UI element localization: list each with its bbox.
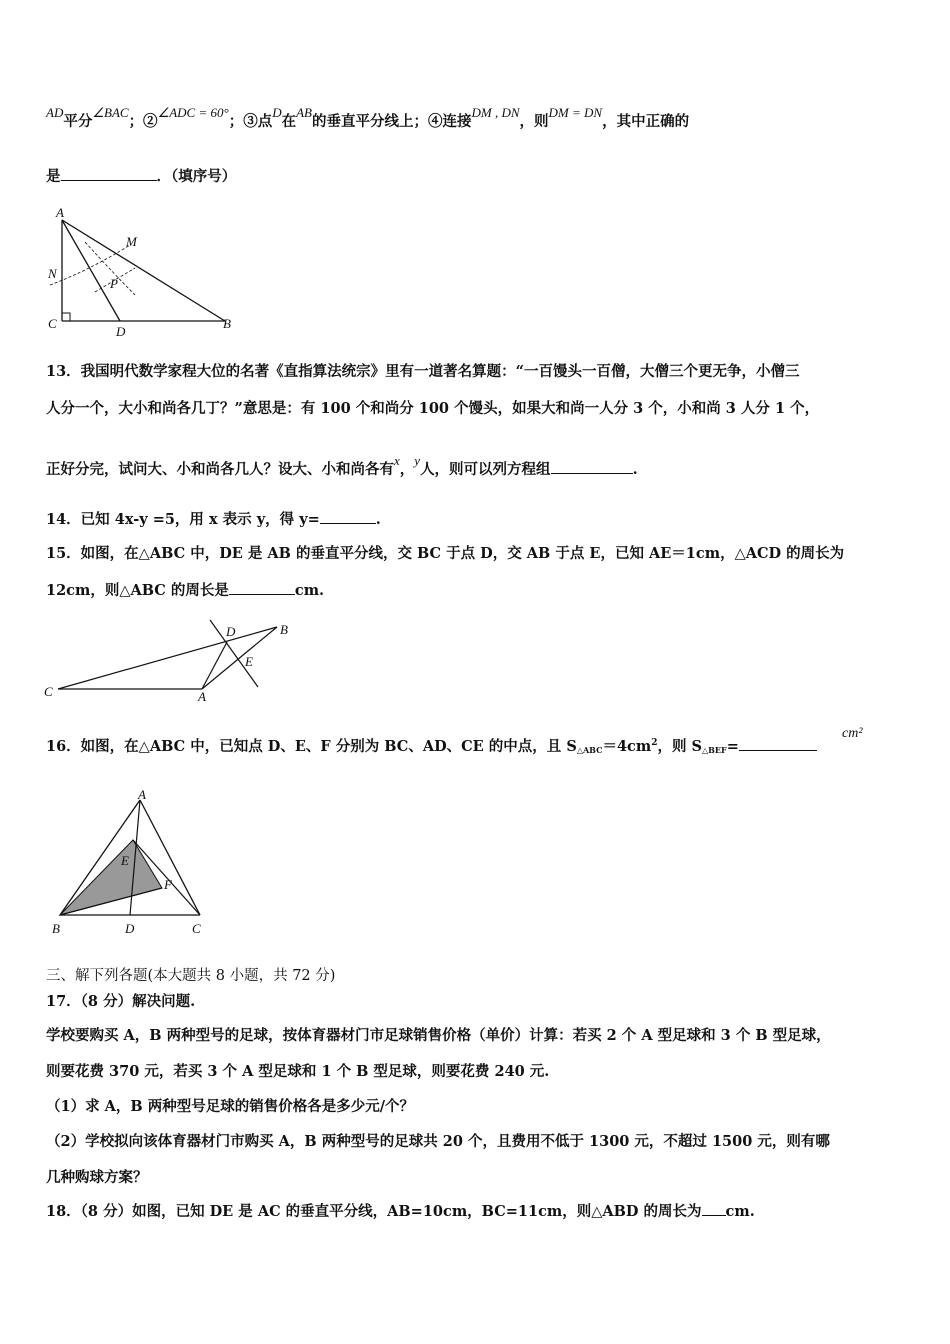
- q17-part2-line2: 几种购球方案？: [46, 1169, 148, 1186]
- q15-answer-blank[interactable]: [229, 580, 295, 595]
- q13-answer-blank[interactable]: [551, 459, 633, 474]
- q12-label-N: N: [48, 266, 57, 281]
- q16-unit: cm²: [842, 726, 863, 741]
- q12-figure: [40, 200, 250, 340]
- q17-part2-line1: （2）学校拟向该体育器材门市购买 A，B 两种型号的足球共 20 个，且费用不低于 1300 元，不超过 1500 元，则有哪: [46, 1133, 830, 1150]
- q16-label-E: E: [121, 853, 129, 868]
- q12-line1: AD平分∠BAC；②∠ADC = 60°；③点D在AB的垂直平分线上；④连接DM , DN，则DM = DN，其中正确的: [46, 105, 690, 130]
- q12-label-A: A: [56, 205, 64, 220]
- q12-label-M: M: [126, 234, 137, 249]
- q17-line1: 学校要购买 A，B 两种型号的足球，按体育器材门市足球销售价格（单价）计算：若买 2 个 A 型足球和 3 个 B 型足球，: [46, 1027, 831, 1044]
- q13-line3: 正好分完，试问大、小和尚各几人？设大、小和尚各有x，y人，则可以列方程组 .: [46, 453, 638, 478]
- q16-answer-blank[interactable]: [739, 736, 817, 751]
- q15-label-C: C: [44, 684, 53, 699]
- q16-label-F: F: [164, 877, 172, 892]
- q12-line2: 是 ．（填序号）: [46, 168, 237, 185]
- q16-label-D: D: [125, 921, 135, 936]
- q12-label-C: C: [48, 316, 57, 331]
- q16-label-A: A: [138, 787, 146, 802]
- q16-label-C: C: [192, 921, 201, 936]
- q15-figure: [40, 612, 310, 707]
- q18-answer-blank[interactable]: [702, 1201, 726, 1216]
- q13-line2: 人分一个，大小和尚各几丁？”意思是：有 100 个和尚分 100 个馒头，如果大和尚一人分 3 个，小和尚 3 人分 1 个，: [46, 400, 820, 417]
- q17-heading: 17．（8 分）解决问题.: [46, 993, 196, 1010]
- q17-line2: 则要花费 370 元，若买 3 个 A 型足球和 1 个 B 型足球，则要花费 240 元.: [46, 1063, 550, 1080]
- q16-line: 16．如图，在△ABC 中，已知点 D、E、F 分别为 BC、AD、CE 的中点，且 $S_{\triangle ABC}=4cm^2$，则 $S_{\triangle BEF}=$: [46, 735, 817, 756]
- q15-line1: 15．如图，在△ABC 中，DE 是 AB 的垂直平分线，交 BC 于点 D，交 AB 于点 E，已知 AE＝1cm，△ACD 的周长为: [46, 545, 845, 562]
- q12-label-P: P: [110, 276, 118, 291]
- q14-line: 14．已知 4x-y =5，用 x 表示 y，得 y= .: [46, 511, 381, 528]
- q15-label-D: D: [226, 624, 236, 639]
- q12-answer-blank[interactable]: [61, 166, 157, 181]
- q15-label-A: A: [198, 689, 206, 704]
- q18-line: 18．（8 分）如图，已知 DE 是 AC 的垂直平分线，AB=10cm，BC=11cm，则△ABD 的周长为 cm.: [46, 1203, 755, 1220]
- q14-answer-blank[interactable]: [320, 509, 376, 524]
- q16-figure: [40, 785, 220, 940]
- q15-line2: 12cm，则△ABC 的周长是 cm.: [46, 582, 325, 599]
- q13-line1: 13．我国明代数学家程大位的名著《直指算法统宗》里有一道著名算题：“一百馒头一百僧，大僧三个更无争，小僧三: [46, 363, 800, 380]
- q17-part1: （1）求 A，B 两种型号足球的销售价格各是多少元/个？: [46, 1098, 414, 1115]
- q12-label-B: B: [223, 316, 231, 331]
- section-3-heading: 三、解下列各题(本大题共 8 小题，共 72 分): [46, 968, 336, 984]
- q15-label-B: B: [280, 622, 288, 637]
- q16-label-B: B: [52, 921, 60, 936]
- q15-label-E: E: [245, 654, 253, 669]
- q12-label-D: D: [116, 324, 126, 339]
